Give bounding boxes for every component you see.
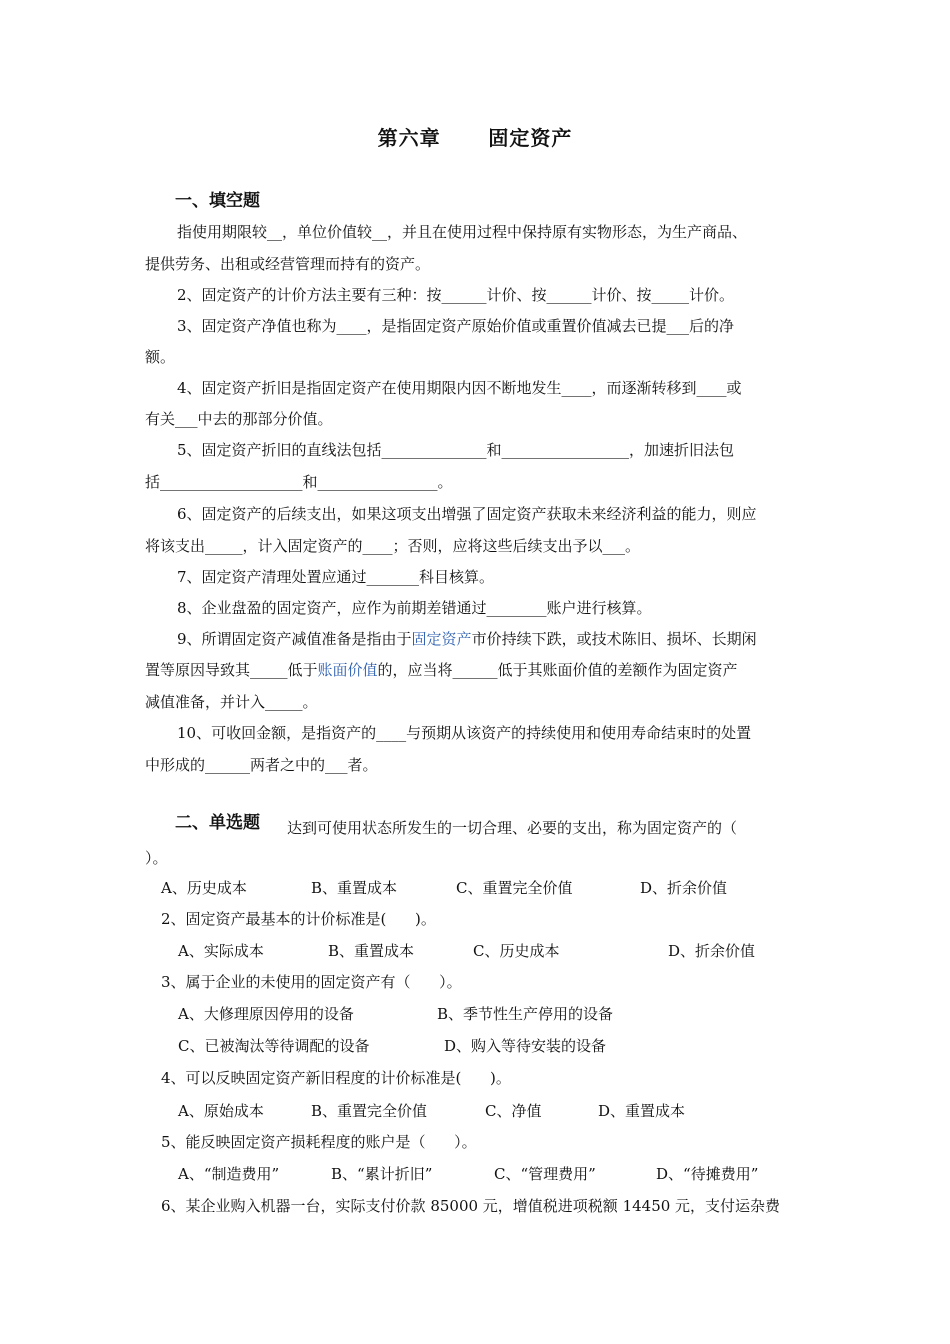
section-heading-fill-blank: 一、填空题 [175, 191, 260, 211]
fill-blank-line: 3、固定资产净值也称为____，是指固定资产原始价值或重置价值减去已提___后的净 [177, 317, 735, 335]
option: B、季节性生产停用的设备 [437, 1005, 614, 1023]
fill-blank-line: 有关___中去的那部分价值。 [145, 410, 333, 428]
fill-blank-line: 括___________________和________________。 [145, 473, 453, 491]
fill-blank-line: 提供劳务、出租或经营管理而持有的资产。 [145, 255, 431, 273]
q9-text: 市价持续下跌，或技术陈旧、损坏、长期闲 [471, 630, 757, 648]
fill-blank-line: 8、企业盘盈的固定资产，应作为前期差错通过________账户进行核算。 [177, 599, 652, 617]
question-line: 5、能反映固定资产损耗程度的账户是（ ）。 [161, 1133, 477, 1151]
fill-blank-line: 4、固定资产折旧是指固定资产在使用期限内因不断地发生____，而逐渐转移到____或 [177, 379, 742, 397]
question-line: 4、可以反映固定资产新旧程度的计价标准是( )。 [161, 1069, 511, 1087]
fill-blank-line: 2、固定资产的计价方法主要有三种：按______计价、按______计价、按_____计价。 [177, 286, 735, 304]
fill-blank-line: 中形成的______两者之中的___者。 [145, 756, 378, 774]
option: C、已被淘汰等待调配的设备 [178, 1037, 370, 1055]
chapter-title: 第六章 固定资产 [377, 126, 573, 150]
option: C、重置完全价值 [456, 879, 573, 897]
option: D、“待摊费用” [656, 1165, 759, 1183]
option: A、原始成本 [178, 1102, 264, 1120]
question-line: ）。 [145, 849, 168, 867]
q9-text: 9、所谓固定资产减值准备是指由于 [177, 630, 412, 648]
option: A、大修理原因停用的设备 [178, 1005, 354, 1023]
option: B、重置成本 [328, 942, 415, 960]
option: C、历史成本 [473, 942, 560, 960]
fill-blank-line: 减值准备，并计入_____。 [145, 693, 318, 711]
fill-blank-line: 6、固定资产的后续支出，如果这项支出增强了固定资产获取未来经济利益的能力，则应 [177, 505, 757, 523]
fill-blank-line: 5、固定资产折旧的直线法包括______________和_________________，加速折旧法包 [177, 441, 735, 459]
fill-blank-line: 将该支出_____，计入固定资产的____；否则，应将这些后续支出予以___。 [145, 537, 641, 555]
question-line: 达到可使用状态所发生的一切合理、必要的支出，称为固定资产的（ [287, 819, 738, 837]
fixed-asset-link[interactable]: 固定资产 [411, 630, 472, 648]
book-value-link[interactable]: 账面价值 [317, 661, 378, 679]
fill-blank-line: 指使用期限较__，单位价值较__，并且在使用过程中保持原有实物形态，为生产商品、 [177, 223, 748, 241]
option: D、重置成本 [598, 1102, 686, 1120]
section-heading-single-choice: 二、单选题 [175, 813, 260, 833]
fill-blank-line [145, 660, 738, 680]
option: B、“累计折旧” [331, 1165, 433, 1183]
option: C、净值 [485, 1102, 542, 1120]
option: A、历史成本 [161, 879, 247, 897]
question-line: 3、属于企业的未使用的固定资产有（ ）。 [161, 973, 462, 991]
option: A、“制造费用” [178, 1165, 280, 1183]
option: B、重置成本 [311, 879, 398, 897]
option: D、购入等待安装的设备 [444, 1037, 607, 1055]
option: D、折余价值 [668, 942, 756, 960]
option: B、重置完全价值 [311, 1102, 428, 1120]
q9-text: 的，应当将______低于其账面价值的差额作为固定资产 [377, 661, 738, 679]
fill-blank-line: 额。 [145, 348, 176, 366]
question-line: 6、某企业购入机器一台，实际支付价款 85000 元，增值税进项税额 14450 元，支付运杂费 [161, 1197, 781, 1215]
fill-blank-line: 10、可收回金额，是指资产的____与预期从该资产的持续使用和使用寿命结束时的处置 [177, 724, 752, 742]
q9-text: 置等原因导致其_____低于 [145, 661, 318, 679]
fill-blank-line: 7、固定资产清理处置应通过_______科目核算。 [177, 568, 495, 586]
option: A、实际成本 [178, 942, 264, 960]
option: C、“管理费用” [494, 1165, 596, 1183]
option: D、折余价值 [640, 879, 728, 897]
fill-blank-line [177, 629, 757, 649]
question-line: 2、固定资产最基本的计价标准是( )。 [161, 910, 436, 928]
